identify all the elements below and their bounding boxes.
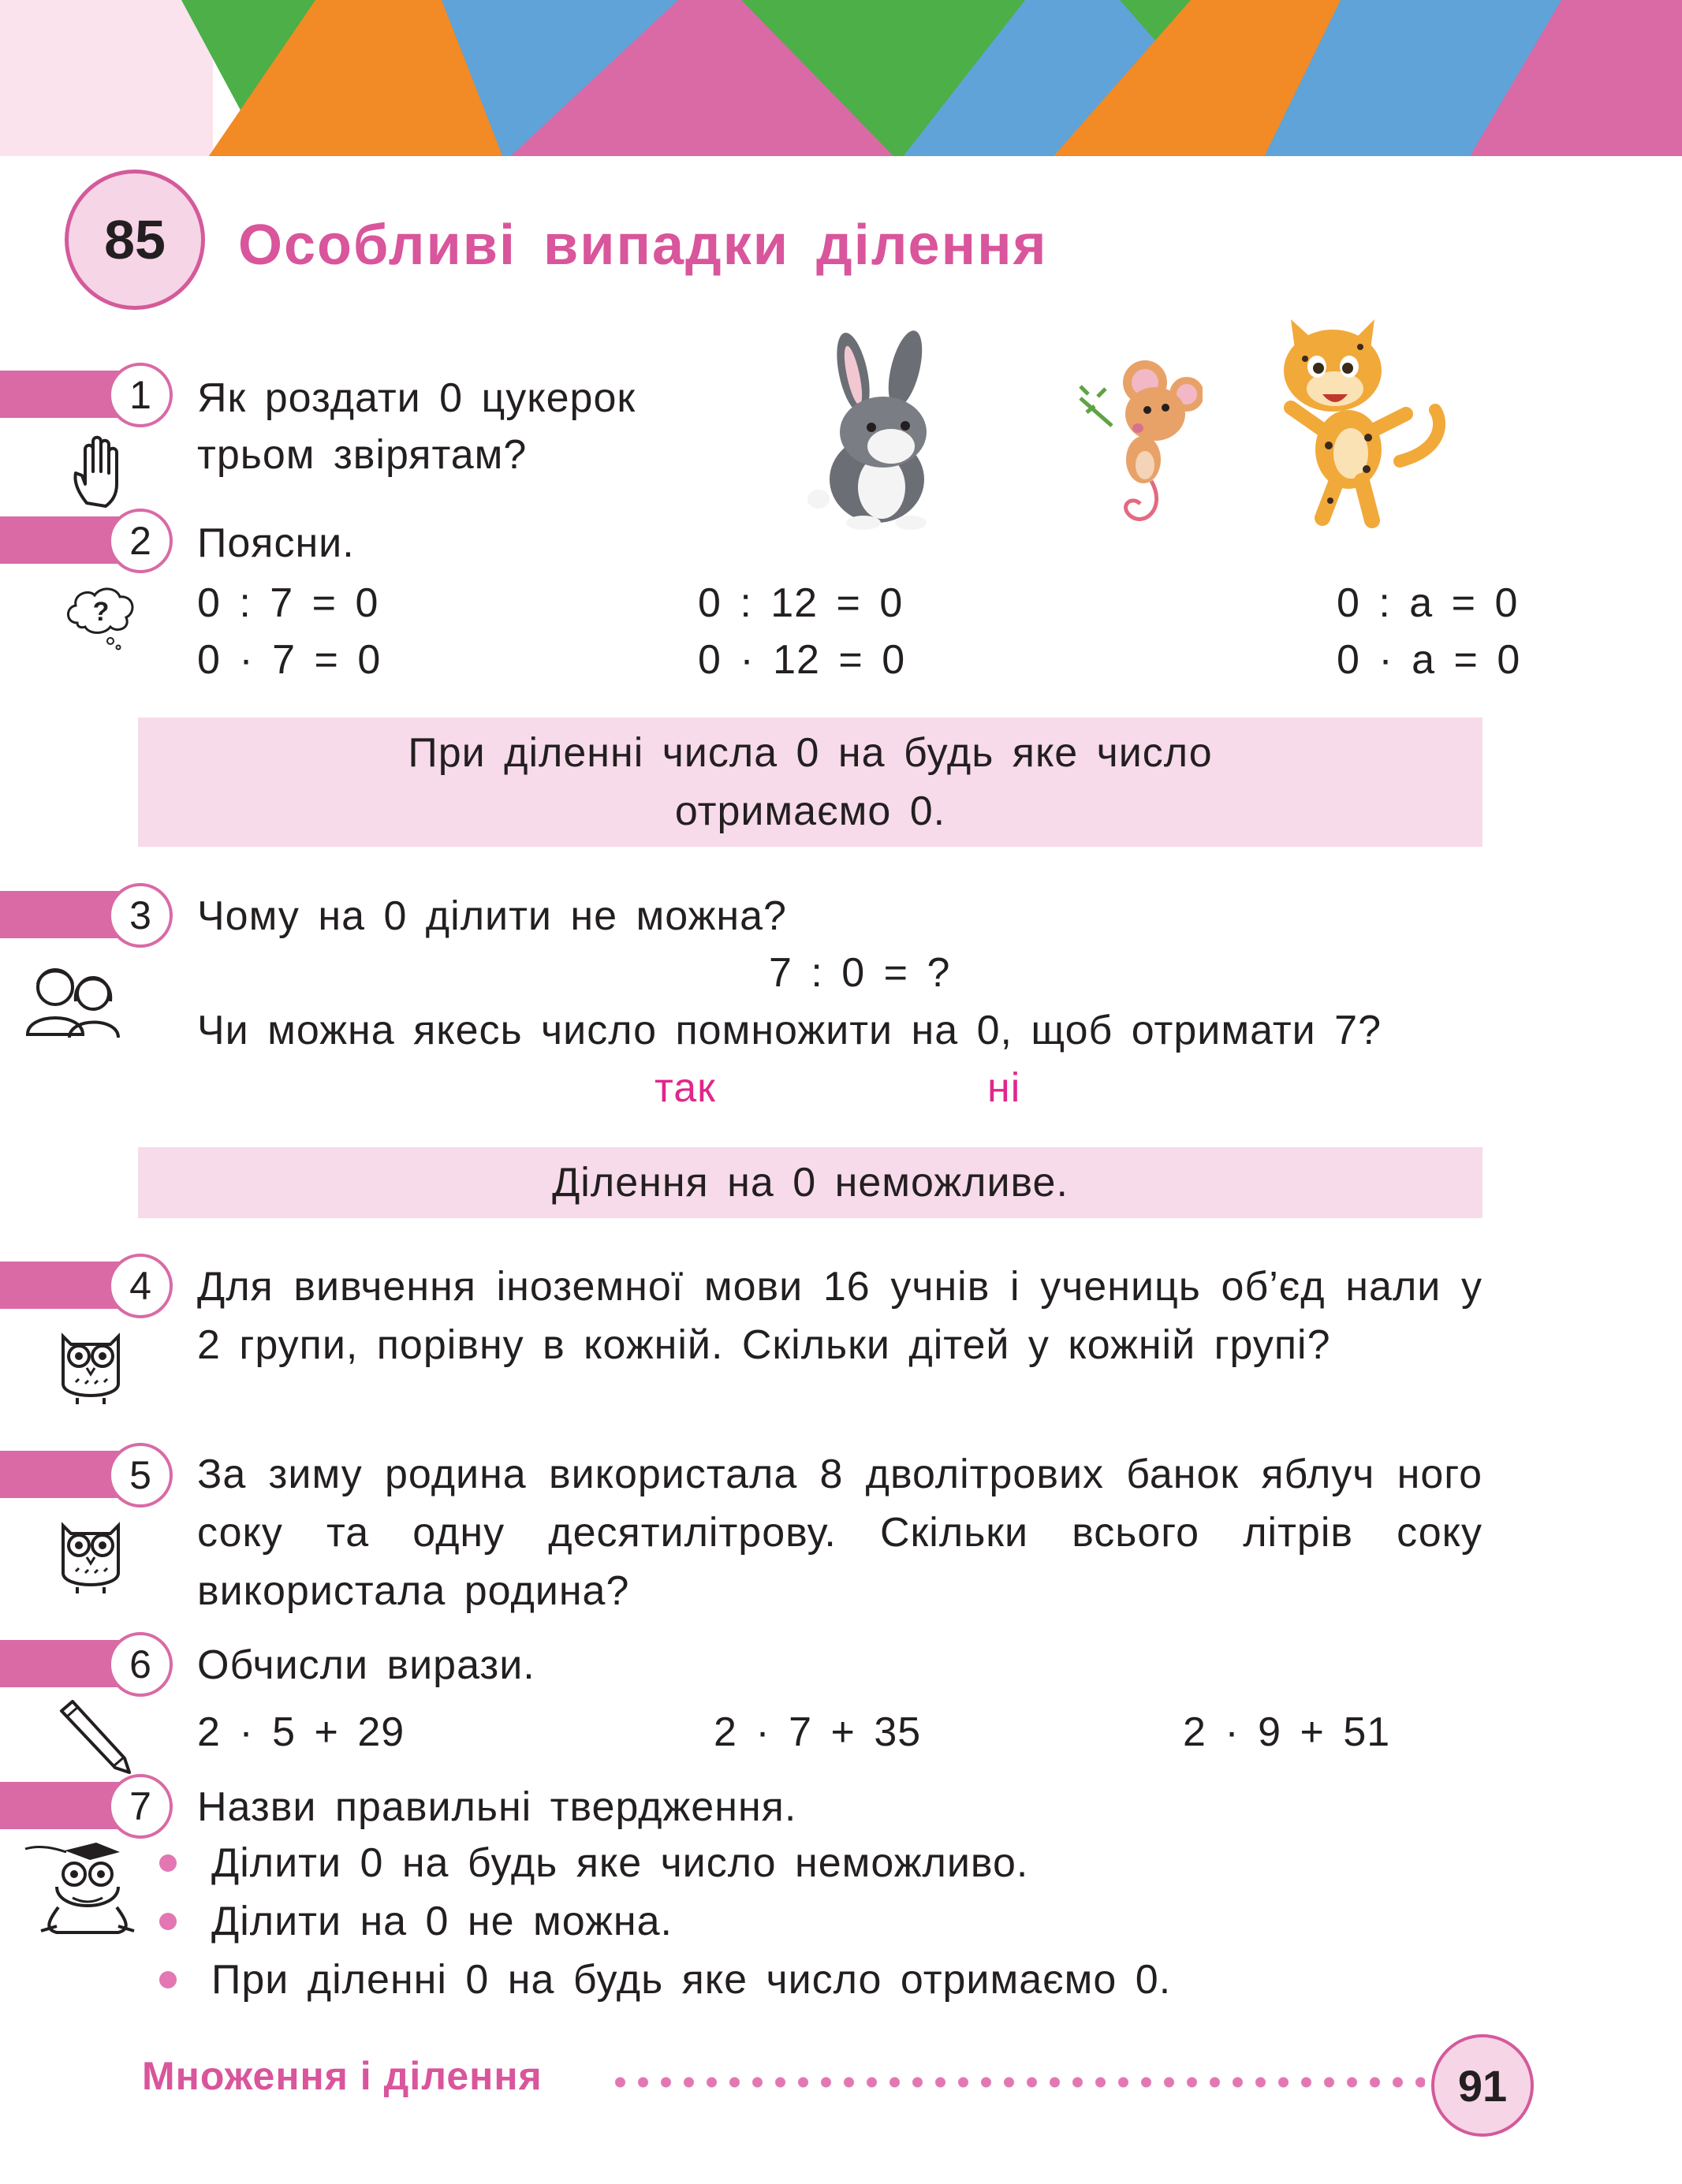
task-2-text: Поясни. (197, 520, 355, 566)
task-1-line-2: трьом звірятам? (197, 432, 528, 478)
pair-icon (24, 956, 122, 1042)
equation: 0 · a = 0 (1337, 637, 1521, 683)
task-number: 1 (108, 363, 173, 427)
equation: 0 : 7 = 0 (197, 580, 379, 626)
task-3-question: Чи можна якесь число помножити на 0, щоб отримати 7? (197, 1008, 1382, 1053)
task-5-text: За зиму родина використала 8 дволітрових банок яблуч ного соку та одну десятилітрову. Скільки всього літрів соку використала родина? (197, 1452, 1482, 1614)
statement: Ділити на 0 не можна. (211, 1899, 673, 1944)
task-number: 6 (108, 1632, 173, 1697)
lesson-number-badge (65, 170, 205, 310)
statement: При діленні 0 на будь яке число отримаємо 0. (211, 1957, 1172, 2003)
equation: 0 : a = 0 (1337, 580, 1519, 626)
svg-text:?: ? (92, 597, 110, 627)
bullet (159, 1854, 177, 1872)
task-7-text: Назви правильні твердження. (197, 1784, 797, 1830)
bullet (159, 1971, 177, 1988)
rule-line: отримаємо 0. (674, 788, 946, 834)
bunny-illustration (804, 330, 962, 531)
task-6-text: Обчисли вирази. (197, 1642, 535, 1688)
owl-icon (54, 1321, 129, 1407)
task-number: 7 (108, 1774, 173, 1839)
frog-graduate-icon (17, 1841, 136, 1940)
expression: 2 · 7 + 35 (714, 1709, 922, 1755)
expression: 2 · 9 + 51 (1183, 1709, 1391, 1755)
leopard-illustration (1274, 311, 1451, 532)
lesson-number: 85 (104, 209, 166, 270)
task-number: 4 (108, 1254, 173, 1318)
rule-box (138, 717, 1482, 847)
dotted-leader (609, 2077, 1425, 2088)
rule-line: При діленні числа 0 на будь яке число (408, 730, 1213, 776)
task-number: 3 (108, 883, 173, 948)
equation: 0 · 12 = 0 (698, 637, 906, 683)
bullet (159, 1913, 177, 1930)
equation: 0 : 12 = 0 (698, 580, 904, 626)
lesson-title: Особливі випадки ділення (238, 214, 1048, 277)
answer-option-no[interactable]: ні (987, 1065, 1021, 1111)
mouse-illustration (1057, 351, 1203, 532)
task-1-line-1: Як роздати 0 цукерок (197, 375, 636, 421)
rule-box (138, 1147, 1482, 1218)
equation: 7 : 0 = ? (769, 950, 951, 996)
rule-line: Ділення на 0 неможливе. (552, 1160, 1068, 1206)
decorative-banner (0, 0, 1682, 162)
task-4-text: Для вивчення іноземної мови 16 учнів і учениць об’єд нали у 2 групи, порівну в кожній. Скільки дітей у кожній групі? (197, 1264, 1482, 1368)
page-number-badge (1431, 2034, 1534, 2137)
task-number: 2 (108, 509, 173, 573)
pencil-icon (55, 1697, 134, 1776)
page-number: 91 (1457, 2060, 1508, 2111)
owl-icon (54, 1510, 129, 1597)
expression: 2 · 5 + 29 (197, 1709, 405, 1755)
task-3-text: Чому на 0 ділити не можна? (197, 893, 787, 939)
thought-bubble-icon (62, 580, 140, 650)
statement: Ділити 0 на будь яке число неможливо. (211, 1840, 1029, 1886)
equation: 0 · 7 = 0 (197, 637, 382, 683)
section-title: Множення і ділення (142, 2054, 543, 2098)
task-number: 5 (108, 1443, 173, 1508)
hand-icon (69, 432, 132, 511)
answer-option-yes[interactable]: так (655, 1065, 716, 1111)
